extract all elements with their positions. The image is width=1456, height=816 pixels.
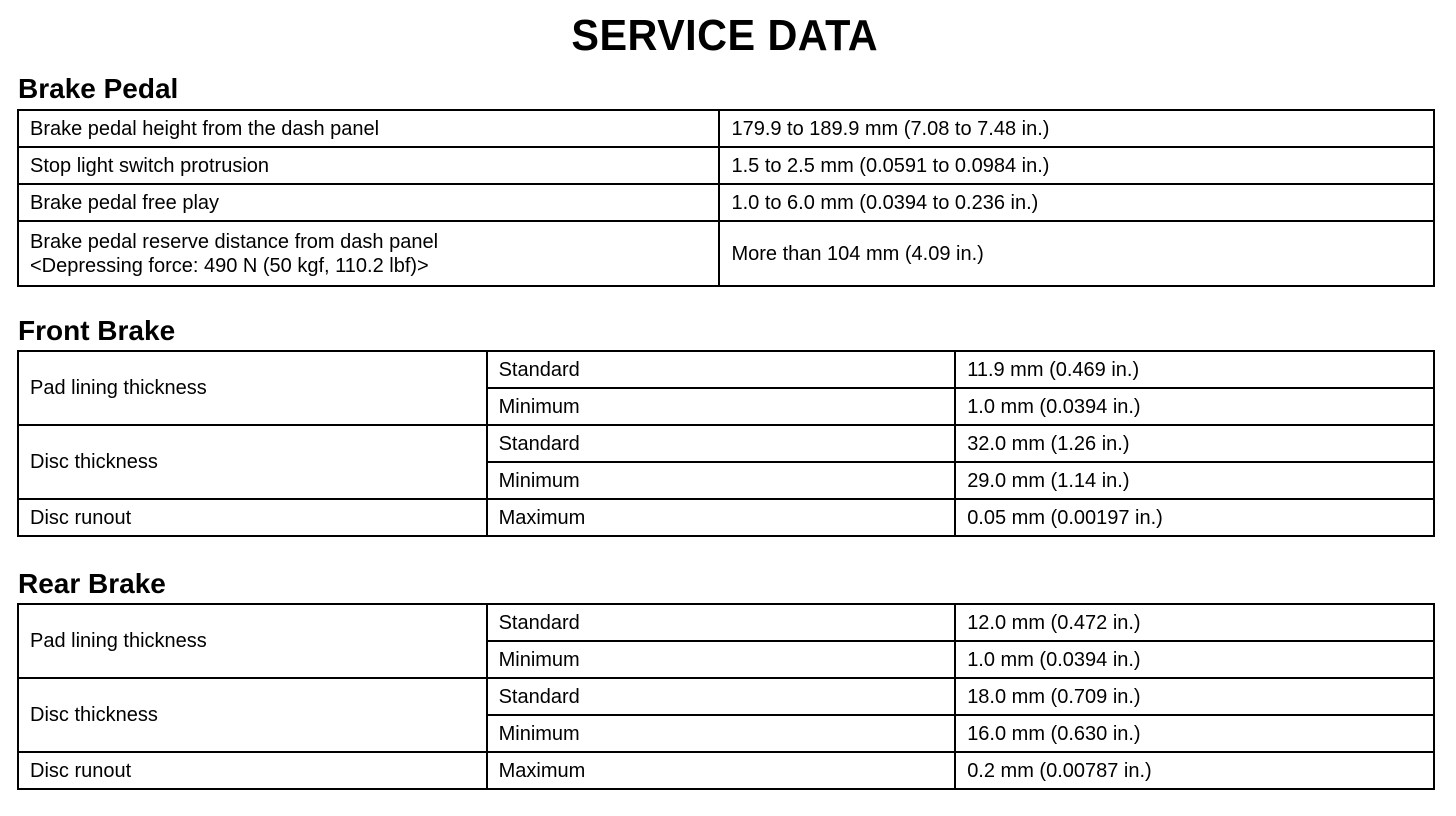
value-cell: More than 104 mm (4.09 in.) [719,221,1434,286]
value-cell: 16.0 mm (0.630 in.) [955,715,1434,752]
item-cell: Disc runout [18,752,487,789]
rear-brake-table [17,603,1435,790]
table-row [18,184,1434,221]
condition-cell: Minimum [487,462,956,499]
value-cell: 18.0 mm (0.709 in.) [955,678,1434,715]
condition-cell: Maximum [487,752,956,789]
item-cell: Pad lining thickness [18,604,487,678]
item-cell: Disc thickness [18,678,487,752]
condition-cell: Standard [487,425,956,462]
value-cell: 0.2 mm (0.00787 in.) [955,752,1434,789]
table-row [18,499,1434,536]
item-cell: Disc thickness [18,425,487,499]
table-row [18,221,1434,286]
table-row [18,604,1434,641]
value-cell: 32.0 mm (1.26 in.) [955,425,1434,462]
item-cell: Disc runout [18,499,487,536]
item-label: Brake pedal reserve distance from dash panel [30,230,439,253]
condition-cell: Minimum [487,641,956,678]
value-cell: 11.9 mm (0.469 in.) [955,351,1434,388]
section-title-rear-brake: Rear Brake [18,568,166,599]
section-title-front-brake: Front Brake [18,315,176,346]
table-row [18,110,1434,147]
value-cell: 1.0 mm (0.0394 in.) [955,388,1434,425]
condition-cell: Standard [487,351,956,388]
item-cell [18,221,719,286]
page-title: SERVICE DATA [571,11,879,60]
condition-cell: Minimum [487,715,956,752]
table-row [18,351,1434,388]
value-cell: 179.9 to 189.9 mm (7.08 to 7.48 in.) [719,110,1434,147]
value-cell: 1.0 to 6.0 mm (0.0394 to 0.236 in.) [719,184,1434,221]
brake-pedal-table [17,109,1435,287]
condition-cell: Standard [487,604,956,641]
section-title-brake-pedal: Brake Pedal [18,73,179,104]
item-cell: Brake pedal height from the dash panel [18,110,719,147]
table-row [18,678,1434,715]
table-row [18,752,1434,789]
condition-cell: Minimum [487,388,956,425]
value-cell: 0.05 mm (0.00197 in.) [955,499,1434,536]
value-cell: 29.0 mm (1.14 in.) [955,462,1434,499]
value-cell: 1.0 mm (0.0394 in.) [955,641,1434,678]
item-cell: Stop light switch protrusion [18,147,719,184]
condition-cell: Maximum [487,499,956,536]
value-cell: 12.0 mm (0.472 in.) [955,604,1434,641]
item-cell: Pad lining thickness [18,351,487,425]
item-note: <Depressing force: 490 N (50 kgf, 110.2 lbf)> [30,254,429,277]
value-cell: 1.5 to 2.5 mm (0.0591 to 0.0984 in.) [719,147,1434,184]
condition-cell: Standard [487,678,956,715]
item-cell: Brake pedal free play [18,184,719,221]
table-row [18,147,1434,184]
table-row [18,425,1434,462]
front-brake-table [17,350,1435,537]
